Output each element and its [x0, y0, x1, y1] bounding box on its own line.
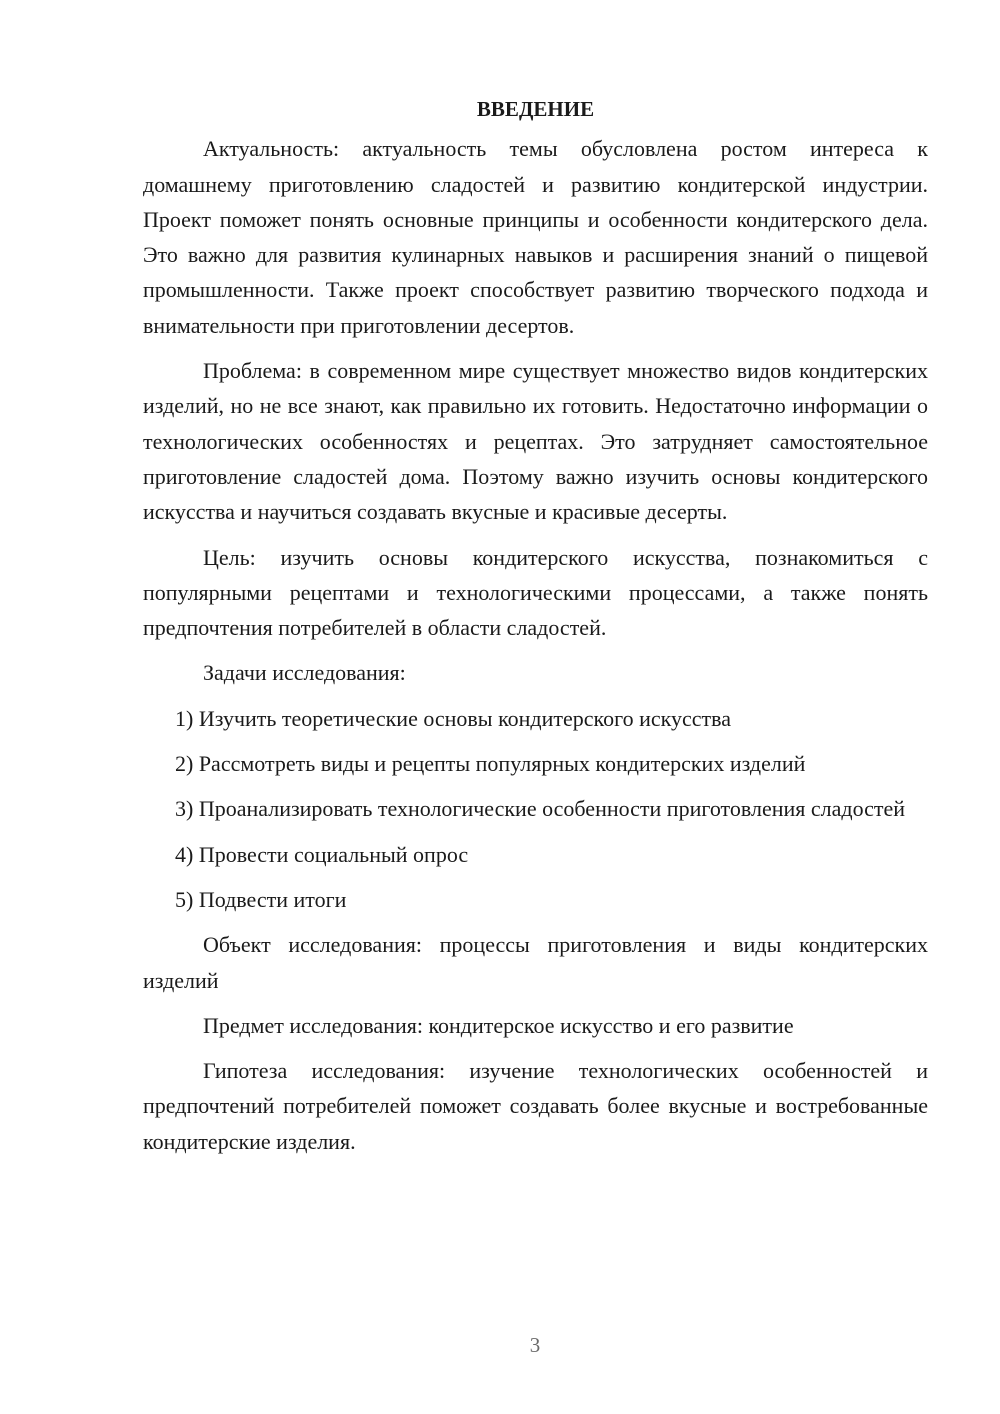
- problem-paragraph: Проблема: в современном мире существует множество видов кондитерских изделий, но не все знают, как правильно их готовить. Недостаточно информации о технологических особенностях и рецептах. Это затрудняет самостоятельное приготовление сладостей дома. Поэтому важно изучить основы кондитерского искусства и научиться создавать вкусные и красивые десерты.: [143, 358, 928, 525]
- relevance-paragraph: Актуальность: актуальность темы обусловлена ростом интереса к домашнему приготовлению сладостей и развитию кондитерской индустрии. Проект поможет понять основные принципы и особенности кондитерского дела. Это важно для развития кулинарных навыков и расширения знаний о пищевой промышленности. Также проект способствует развитию творческого подхода и внимательности при приготовлении десертов.: [143, 136, 928, 338]
- task-item: 1) Изучить теоретические основы кондитерского искусства: [175, 705, 732, 731]
- page-number: 3: [529, 1333, 541, 1357]
- subject-paragraph: Предмет исследования: кондитерское искусство и его развитие: [203, 1012, 794, 1038]
- task-item: 2) Рассмотреть виды и рецепты популярных кондитерских изделий: [175, 751, 806, 777]
- object-paragraph: Объект исследования: процессы приготовления и виды кондитерских изделий: [143, 932, 928, 993]
- task-item: 3) Проанализировать технологические особенности приготовления сладостей: [175, 796, 906, 822]
- goal-paragraph: Цель: изучить основы кондитерского искусства, познакомиться с популярными рецептами и технологическими процессами, а также понять предпочтения потребителей в области сладостей.: [143, 544, 928, 641]
- page-content: [143, 92, 928, 1169]
- section-title: ВВЕДЕНИЕ: [476, 97, 595, 121]
- task-item: 5) Подвести итоги: [175, 886, 347, 912]
- task-item: 4) Провести социальный опрос: [175, 841, 469, 867]
- hypothesis-paragraph: Гипотеза исследования: изучение технологических особенностей и предпочтений потребителей поможет создавать более вкусные и востребованные кондитерские изделия.: [143, 1058, 928, 1154]
- tasks-heading: Задачи исследования:: [203, 660, 406, 686]
